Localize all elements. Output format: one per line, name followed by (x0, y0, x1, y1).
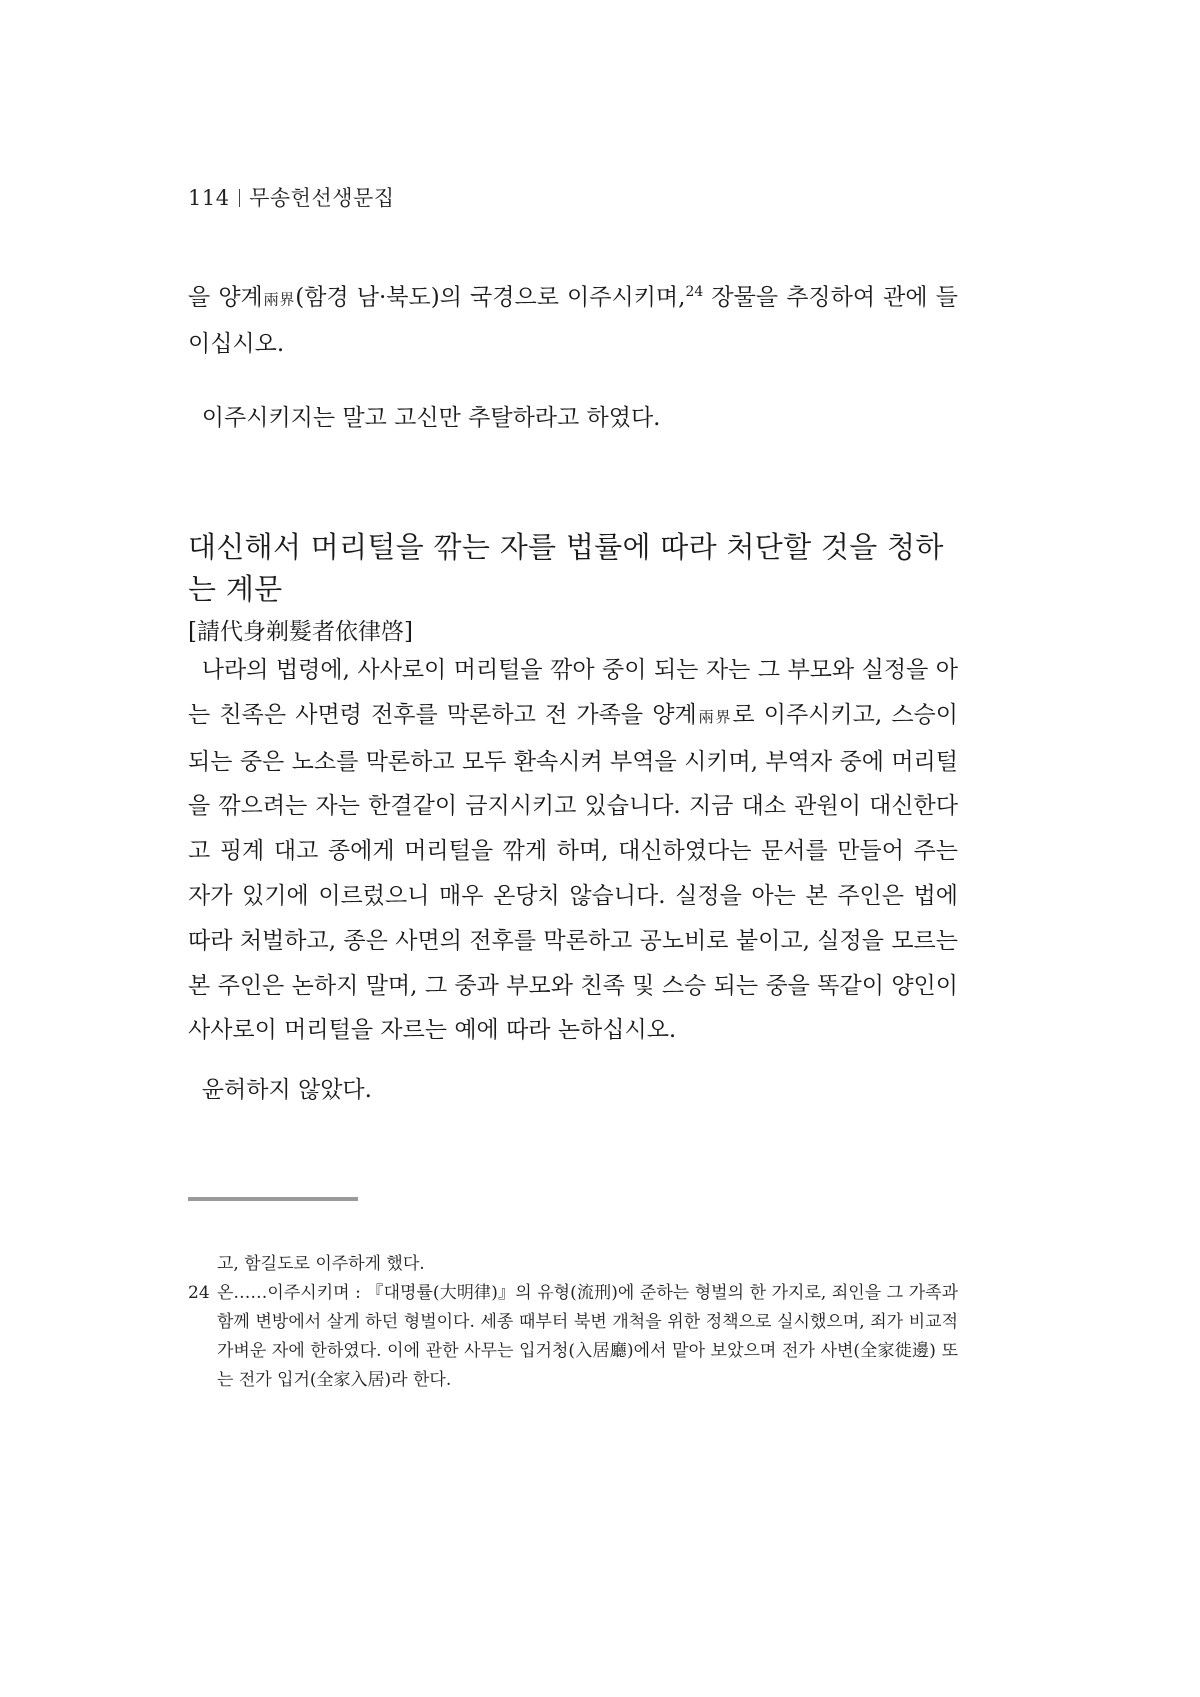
footnote-text: 온……이주시키며 : 『대명률(大明律)』의 유형(流刑)에 준하는 형벌의 한 가지로, 죄인을 그 가족과 함께 변방에서 살게 하던 형벌이다. 세종 때부터 북변 개척을 위한 정책으로 실시했으며, 죄가 비교적 가벼운 자에 한하였다. 이에 관한 사무는 입거청(入居廳)에서 맡아 보았으며 전가 사변(全家徙邊) 또는 전가 입거(全家入居)라 한다. (217, 1283, 958, 1390)
paragraph-4-text: 윤허하지 않았다. (201, 1077, 372, 1103)
hanja-gloss: 兩界 (262, 290, 296, 309)
paragraph-1-text: 을 양계兩界(함경 남·북도)의 국경으로 이주시키며,$^{24}$ 장물을 추징하여 관에 들이십시오. (188, 284, 958, 357)
section-title-korean: 대신해서 머리털을 깎는 자를 법률에 따라 처단할 것을 청하는 계문 (188, 530, 944, 606)
footnote-number: 24 (188, 1283, 210, 1303)
footnotes (188, 1250, 958, 1395)
paragraph-4 (188, 1068, 958, 1112)
section-title (188, 526, 958, 652)
hanja-gloss: 兩界 (696, 707, 733, 726)
footnote-24 (188, 1279, 958, 1395)
header-separator (239, 189, 241, 207)
footnote-ref-24[interactable]: 24 (685, 284, 704, 300)
running-header (188, 182, 395, 212)
paragraph-1 (188, 270, 958, 366)
section-title-hanja: [請代身剃髮者依律啓] (188, 619, 413, 645)
paragraph-3 (188, 648, 958, 1053)
paragraph-2-text: 이주시키지는 말고 고신만 추탈하라고 하였다. (201, 405, 661, 431)
paragraph-2 (188, 396, 958, 440)
page-number: 114 (188, 186, 230, 210)
paragraph-3-text: 나라의 법령에, 사사로이 머리털을 깎아 중이 되는 자는 그 부모와 실정을 아는 친족은 사면령 전후를 막론하고 전 가족을 양계兩界로 이주시키고, 스승이 되는 중은 노소를 막론하고 모두 환속시켜 부역을 시키며, 부역자 중에 머리털을 깎으려는 자는 한결같이 금지시키고 있습니다. 지금 대소 관원이 대신한다고 핑계 대고 종에게 머리털을 깎게 하며, 대신하였다는 문서를 만들어 주는 자가 있기에 이르렀으니 매우 온당치 않습니다. 실정을 아는 본 주인은 법에 따라 처벌하고, 종은 사면의 전후를 막론하고 공노비로 붙이고, 실정을 모르는 본 주인은 논하지 말며, 그 중과 부모와 친족 및 스승 되는 중을 똑같이 양인이 사사로이 머리털을 자르는 예에 따라 논하십시오. (188, 657, 958, 1044)
footnote-continuation: 고, 함길도로 이주하게 했다. (217, 1254, 425, 1274)
book-title: 무송헌선생문집 (249, 186, 395, 210)
footnote-divider (188, 1197, 358, 1201)
